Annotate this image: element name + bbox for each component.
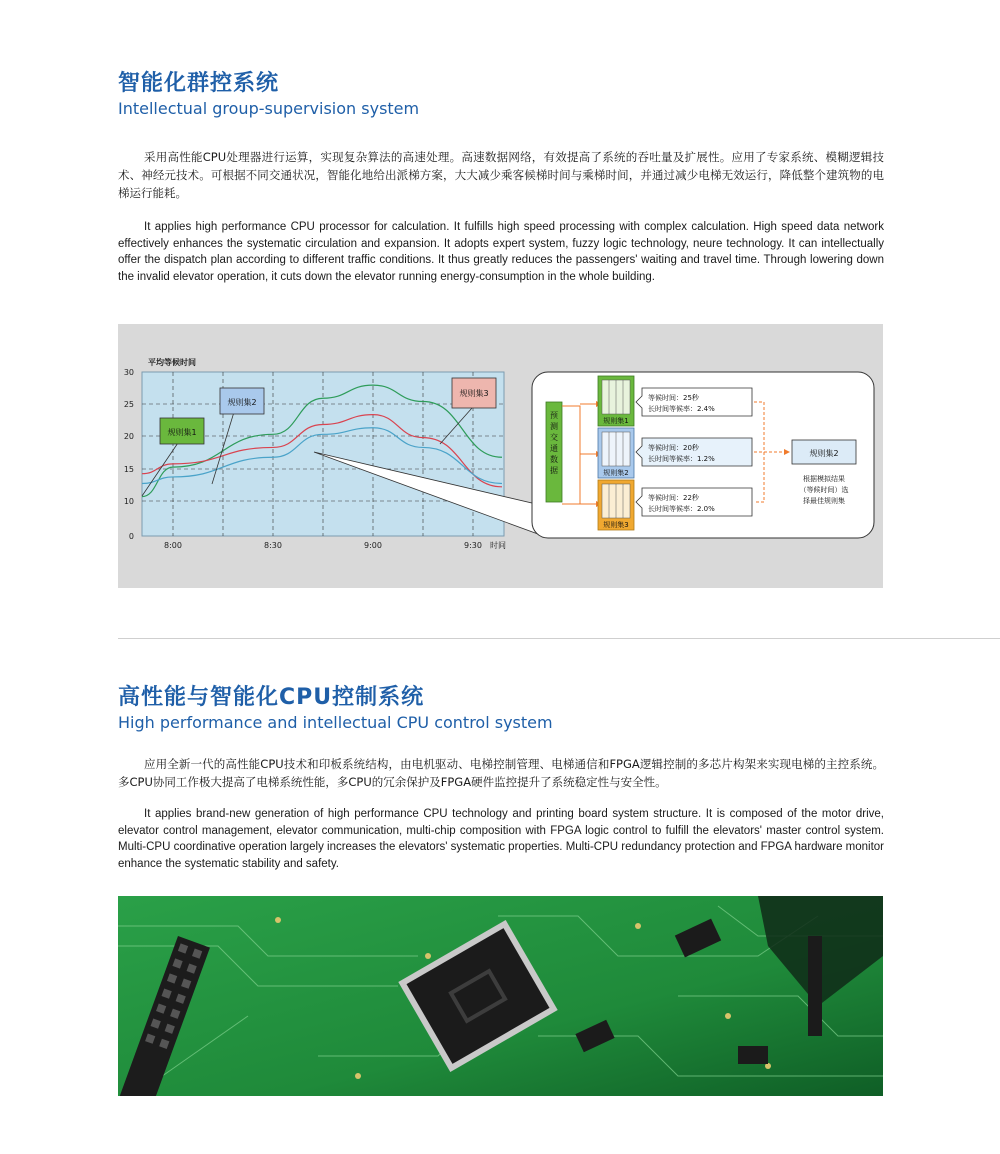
ruleset3-block bbox=[598, 480, 634, 530]
section2-title-en: High performance and intellectual CPU control system bbox=[118, 713, 553, 732]
ruleset2-name: 规则集2 bbox=[603, 469, 629, 477]
y-tick-label: 25 bbox=[123, 400, 134, 409]
rule3-label: 规则集3 bbox=[459, 389, 489, 398]
y-tick-label: 0 bbox=[128, 532, 134, 541]
x-tick-labels bbox=[164, 541, 482, 550]
y-tick-label: 15 bbox=[123, 465, 134, 474]
svg-text:预测交通数据: 预测交通数据 bbox=[550, 411, 558, 475]
chart-title: 平均等候时间 bbox=[148, 358, 196, 367]
dispatch-diagram-svg bbox=[118, 324, 883, 588]
rule2-label: 规则集2 bbox=[227, 398, 257, 407]
x-tick-label: 9:00 bbox=[364, 541, 382, 550]
section-title-cn: 智能化群控系统 bbox=[118, 71, 280, 96]
section1-paragraph-cn: 采用高性能CPU处理器进行运算，实现复杂算法的高速处理。高速数据网络，有效提高了系统的吞吐量及扩展性。应用了专家系统、模糊逻辑技术、神经元技术。可根据不同交通状况，智能化地给出派梯方案，大大减少乘客候梯时间与乘梯时间，并通过减少电梯无效运行，降低整个建筑物的电梯运行能耗。 bbox=[118, 150, 884, 200]
section-cpu-control bbox=[118, 680, 884, 732]
circuit-board-illustration bbox=[118, 896, 883, 1096]
ruleset2-long-wait-rate: 长时间等候率：1.2% bbox=[648, 455, 715, 463]
circuit-board-image bbox=[118, 896, 883, 1096]
section2-paragraph-en: It applies brand-new generation of high performance CPU technology and printing board system structure. It is composed of the motor drive, elevator control management, elevator communication, multi-chip composition with FPGA logic control to fulfill the elevators' master control system. Multi-CPU coordinative operation largely increases the elevators' systematic properties. Multi-CPU redundancy protection and FPGA hardware monitor enhance the systematic stability and safety. bbox=[118, 808, 885, 870]
y-tick-label: 30 bbox=[123, 368, 134, 377]
y-tick-labels bbox=[124, 368, 134, 541]
ruleset3-wait-time: 等候时间：22秒 bbox=[648, 494, 699, 502]
result-note-3: 择最佳规则集 bbox=[803, 497, 845, 505]
section-title-en: Intellectual group-supervision system bbox=[118, 99, 420, 118]
ruleset3-result bbox=[636, 488, 752, 516]
section2-paragraph-en-wrap bbox=[118, 806, 884, 872]
dispatch-diagram bbox=[118, 324, 883, 588]
ruleset1-long-wait-rate: 长时间等候率：2.4% bbox=[648, 405, 715, 413]
ruleset2-wait-time: 等候时间：20秒 bbox=[648, 444, 699, 452]
ruleset3-long-wait-rate: 长时间等候率：2.0% bbox=[648, 505, 715, 513]
section-group-supervision bbox=[118, 66, 884, 118]
section1-paragraph-en-wrap bbox=[118, 219, 884, 285]
section1-paragraph-cn-wrap bbox=[118, 148, 884, 202]
section-divider bbox=[118, 638, 1000, 639]
y-tick-label: 10 bbox=[123, 497, 134, 506]
ruleset1-block bbox=[598, 376, 634, 426]
section2-paragraph-cn: 应用全新一代的高性能CPU技术和印板系统结构，由电机驱动、电梯控制管理、电梯通信和FPGA逻辑控制的多芯片构架来实现电梯的主控系统。多CPU协同工作极大提高了电梯系统性能，多CPU的冗余保护及FPGA硬件监控提升了系统稳定性与安全性。 bbox=[118, 757, 884, 789]
x-axis-label: 时间 bbox=[490, 541, 506, 550]
ruleset1-name: 规则集1 bbox=[603, 417, 629, 425]
result-note-2: （等候时间）选 bbox=[799, 486, 849, 494]
section2-title-cn: 高性能与智能化CPU控制系统 bbox=[118, 685, 425, 710]
ruleset1-result bbox=[636, 388, 752, 416]
x-tick-label: 8:00 bbox=[164, 541, 182, 550]
section2-paragraph-cn-wrap bbox=[118, 755, 884, 791]
selected-ruleset: 规则集2 bbox=[809, 449, 839, 458]
ruleset2-result bbox=[636, 438, 752, 466]
x-tick-label: 8:30 bbox=[264, 541, 282, 550]
result-note-1: 根据模拟结果 bbox=[803, 475, 845, 483]
section1-paragraph-en: It applies high performance CPU processor for calculation. It fulfills high speed processing with complex calculation. High speed data network effectively enhances the systematic circulation and expansion. It adopts expert system, fuzzy logic technology, neure technology. It can intellectually offer the dispatch plan according to different traffic conditions. It thus greatly reduces the passengers' waiting and travel time. Through lowering down the invalid elevator operation, it cuts down the elevator running energy-consumption in the whole building. bbox=[118, 221, 884, 283]
x-tick-label: 9:30 bbox=[464, 541, 482, 550]
ruleset2-block bbox=[598, 428, 634, 478]
rule1-label: 规则集1 bbox=[167, 428, 197, 437]
y-tick-label: 20 bbox=[123, 432, 134, 441]
ruleset1-wait-time: 等候时间：25秒 bbox=[648, 394, 699, 402]
ruleset3-name: 规则集3 bbox=[603, 521, 629, 529]
